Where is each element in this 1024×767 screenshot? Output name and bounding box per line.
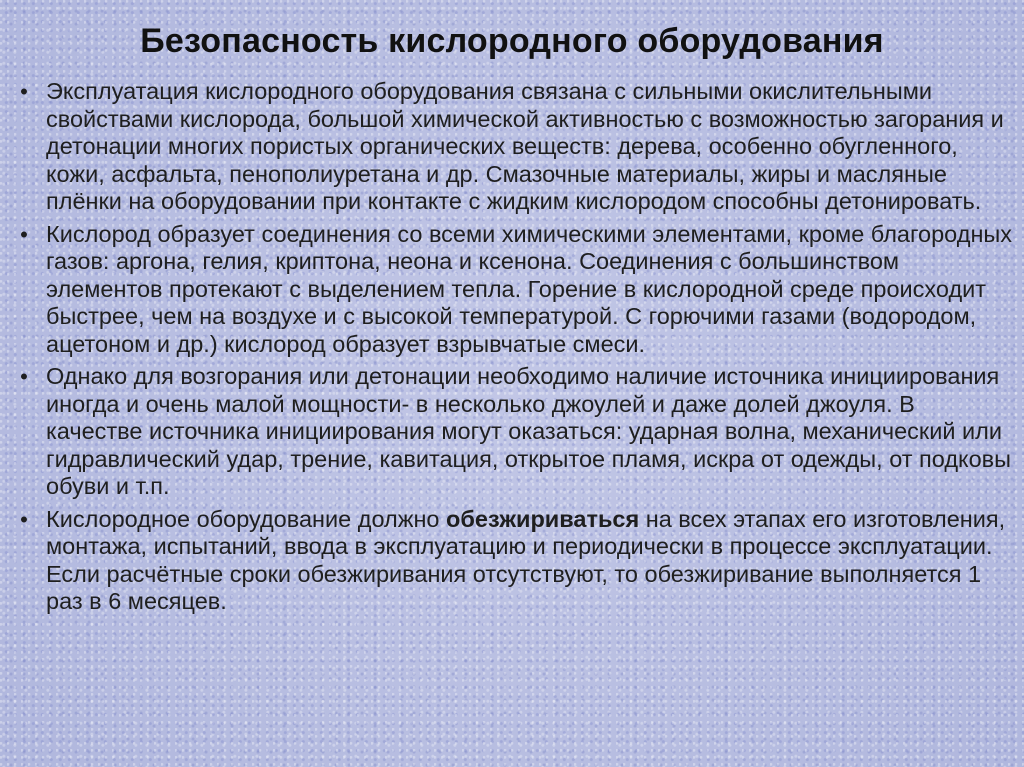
bullet-text: Кислород образует соединения со всеми химическими элементами, кроме благородных газов: аргона, гелия, криптона, неона и ксенона. Соединения с большинством элементов протекают с выделением тепла. Горение в кислородной среде происходит быстрее, чем на воздухе и с высокой температурой. С горючими газами (водородом, ацетоном и др.) кислород образует взрывчатые смеси. [46, 220, 1013, 357]
bullet-marker: • [20, 364, 28, 389]
bullet-text-end: на всех этапах его изготовления, монтажа, испытаний, ввода в эксплуатацию и периодически в процессе эксплуатации. Если расчётные сроки обезжиривания отсутствуют, то обезжиривание выполняется 1 раз в 6 месяцев. [46, 505, 1006, 614]
bullet-text: Однако для возгорания или детонации необходимо наличие источника инициирования иногда и очень малой мощности- в несколько джоулей и даже долей джоуля. В качестве источника инициирования могут оказаться: ударная волна, механический или гидравлический удар, трение, кавитация, открытое пламя, искра от одежды, от подковы обуви и т.п. [46, 363, 1012, 499]
bullet-marker: • [20, 221, 28, 247]
bullet-text-start: Кислородное оборудование должно [46, 505, 447, 532]
bullet-text: Эксплуатация кислородного оборудования связана с сильными окислительными свойствами кислорода, большой химической активностью с возможностью загорания и детонации многих пористых органических веществ: дерева, особенно обугленного, кожи, асфальта, пенополиуретана и др. Смазочные материалы, жиры и масляные плёнки на оборудовании при контакте с жидким кислородом способны детонировать. [46, 78, 1004, 214]
bullet-marker: • [20, 506, 28, 532]
bullet-item-1 [14, 78, 1014, 216]
slide-title: Безопасность кислородного оборудования [140, 22, 884, 60]
bullet-item-3 [14, 363, 1014, 501]
bullet-marker: • [20, 79, 28, 104]
bullet-item-4 [14, 506, 1014, 616]
bullet-text-emphasis: обезжириваться [446, 505, 640, 532]
bullet-item-2 [14, 221, 1014, 359]
bullet-list [14, 78, 1014, 621]
